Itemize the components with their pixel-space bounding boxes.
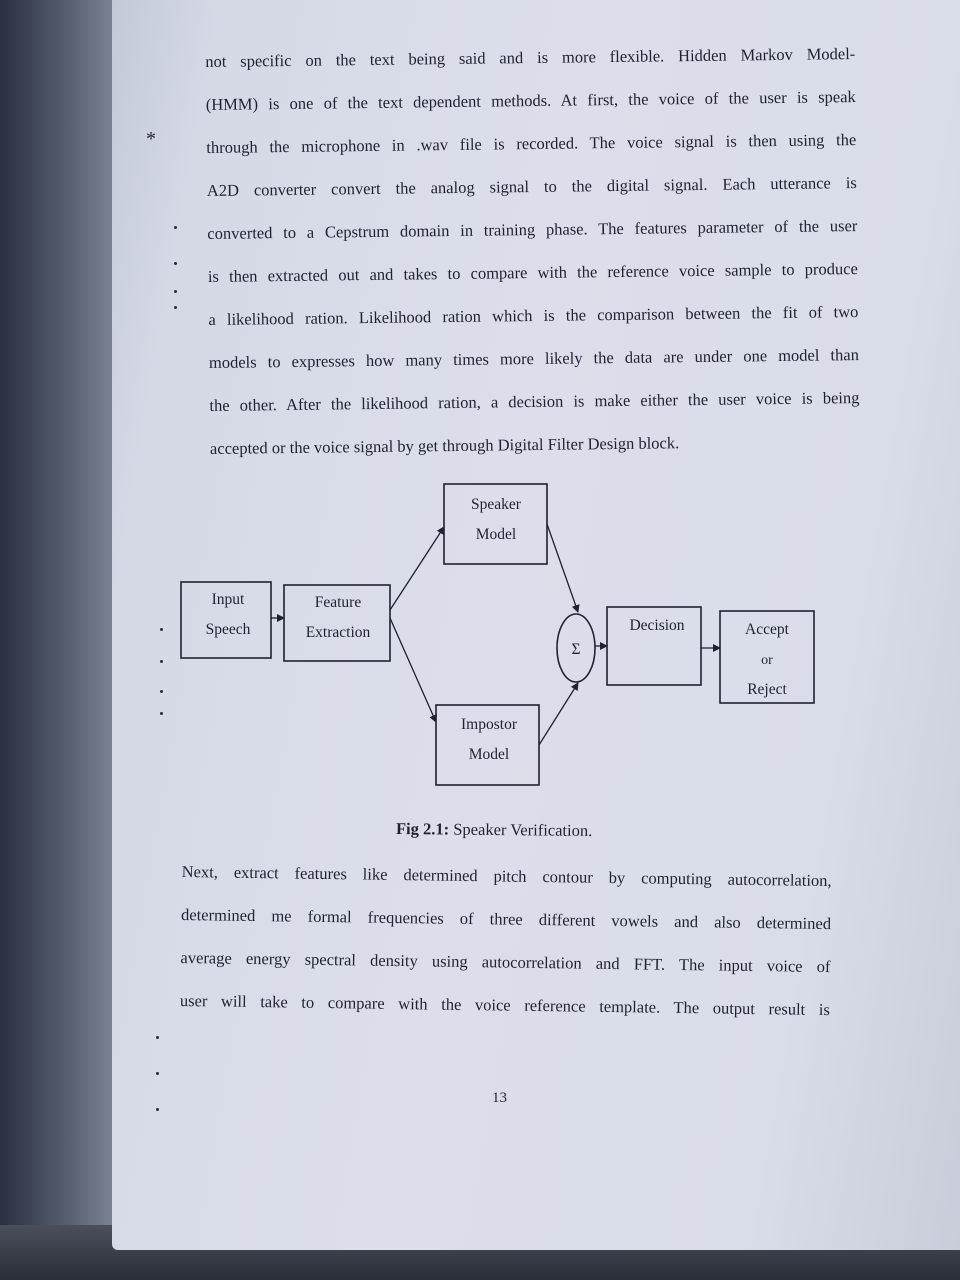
text-line: (HMM) is one of the text dependent methods. At first, the voice of the user is speak [205,87,856,114]
text-line: converted to a Cepstrum domain in training phase. The features parameter of the user [207,216,858,243]
speaker-model-box [444,484,547,564]
or-label: or [761,653,773,668]
text-line: user will take to compare with the voice reference template. The output result is [179,990,830,1020]
input-speech-label-line1: Input [211,591,245,608]
summation-node [557,614,595,682]
accept-label: Accept [745,621,789,638]
text-line: through the microphone in .wav file is recorded. The voice signal is then using the [206,130,857,157]
text-line: average energy spectral density using autocorrelation and FFT. The input voice of [180,947,831,977]
input-speech-label-line2: Speech [205,621,251,638]
text-line: the other. After the likelihood ration, a decision is make either the user voice is being [209,388,860,415]
text-line: not specific on the text being said and is more flexible. Hidden Markov Model- [205,44,856,71]
feature-extraction-label-line2: Extraction [305,624,371,641]
input-speech-box [181,582,271,658]
arrow-feature-to-speaker-model [390,527,444,610]
text-line: models to expresses how many times more likely the data are under one model than [208,345,860,372]
figure-caption-label: Fig 2.1: [395,818,450,839]
text-line: determined me formal frequencies of three different vowels and also determined [180,904,832,934]
impostor-model-label-line1: Impostor [461,716,517,733]
impostor-model-box [436,705,539,785]
feature-extraction-label-line1: Feature [314,594,362,611]
speaker-model-label-line1: Speaker [471,496,521,513]
arrow-feature-to-impostor-model [390,618,436,722]
figure-caption-text: Speaker Verification. [449,819,593,841]
feature-extraction-box [284,585,390,661]
page-number: 13 [492,1090,507,1106]
accept-or-reject-box [720,611,814,703]
decision-box [607,607,701,685]
body-paragraph-2 [180,850,832,1031]
speaker-model-label-line2: Model [475,526,517,543]
reject-label: Reject [747,681,787,698]
arrow-speaker-model-to-sum [547,524,578,612]
text-line: Next, extract features like determined pitch contour by computing autocorrelation, [181,861,832,891]
impostor-model-label-line2: Model [468,746,510,763]
arrow-impostor-model-to-sum [539,683,578,745]
figure-caption [396,819,592,841]
summation-symbol: Σ [571,641,581,658]
text-line: is then extracted out and takes to compare with the reference voice sample to produce [207,259,858,286]
decision-label: Decision [629,617,685,634]
text-line: a likelihood ration. Likelihood ration which is the comparison between the fit of two [208,302,859,329]
margin-asterisk-mark: * [146,128,156,150]
text-line: A2D converter convert the analog signal to the digital signal. Each utterance is [206,173,857,200]
text-line: accepted or the voice signal by get through Digital Filter Design block. [209,433,680,458]
